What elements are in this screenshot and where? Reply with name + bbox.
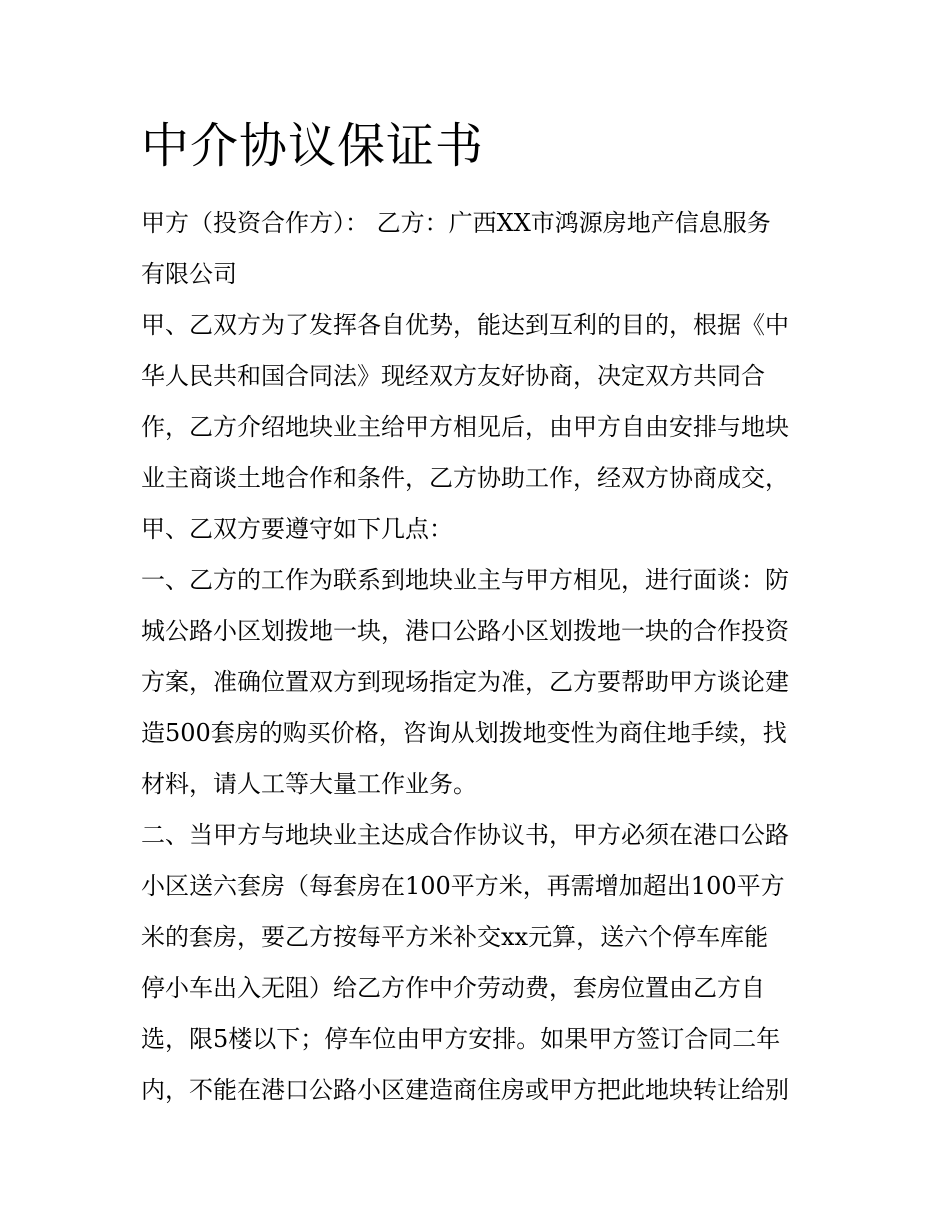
body-line: 有限公司 bbox=[141, 260, 237, 288]
body-line: 甲、乙双方要遵守如下几点： bbox=[141, 515, 453, 543]
body-line: 小区送六套房（每套房在100平方米，再需增加超出100平方 bbox=[141, 872, 785, 900]
body-line: 停小车出入无阻）给乙方作中介劳动费，套房位置由乙方自 bbox=[141, 974, 765, 1002]
body-line: 方案，准确位置双方到现场指定为准，乙方要帮助甲方谈论建 bbox=[141, 668, 789, 696]
body-line: 甲方（投资合作方）： 乙方：广西XX市鸿源房地产信息服务 bbox=[141, 209, 771, 237]
body-line: 米的套房，要乙方按每平方米补交xx元算，送六个停车库能 bbox=[141, 923, 769, 951]
document-title: 中介协议保证书 bbox=[141, 118, 485, 174]
body-line: 甲、乙双方为了发挥各自优势，能达到互利的目的，根据《中 bbox=[141, 311, 789, 339]
body-line: 华人民共和国合同法》现经双方友好协商，决定双方共同合 bbox=[141, 362, 765, 390]
body-line: 城公路小区划拨地一块，港口公路小区划拨地一块的合作投资 bbox=[141, 617, 789, 645]
body-line: 选，限5楼以下；停车位由甲方安排。如果甲方签订合同二年 bbox=[141, 1025, 781, 1053]
body-line: 作，乙方介绍地块业主给甲方相见后，由甲方自由安排与地块 bbox=[141, 413, 789, 441]
body-line: 业主商谈土地合作和条件，乙方协助工作，经双方协商成交， bbox=[141, 464, 789, 492]
body-line: 二、当甲方与地块业主达成合作协议书，甲方必须在港口公路 bbox=[141, 821, 789, 849]
body-line: 内，不能在港口公路小区建造商住房或甲方把此地块转让给别 bbox=[141, 1076, 789, 1104]
body-line: 一、乙方的工作为联系到地块业主与甲方相见，进行面谈：防 bbox=[141, 566, 789, 594]
body-line: 材料，请人工等大量工作业务。 bbox=[141, 770, 477, 798]
document-body bbox=[141, 198, 821, 1116]
body-line: 造500套房的购买价格，咨询从划拨地变性为商住地手续，找 bbox=[141, 719, 787, 747]
